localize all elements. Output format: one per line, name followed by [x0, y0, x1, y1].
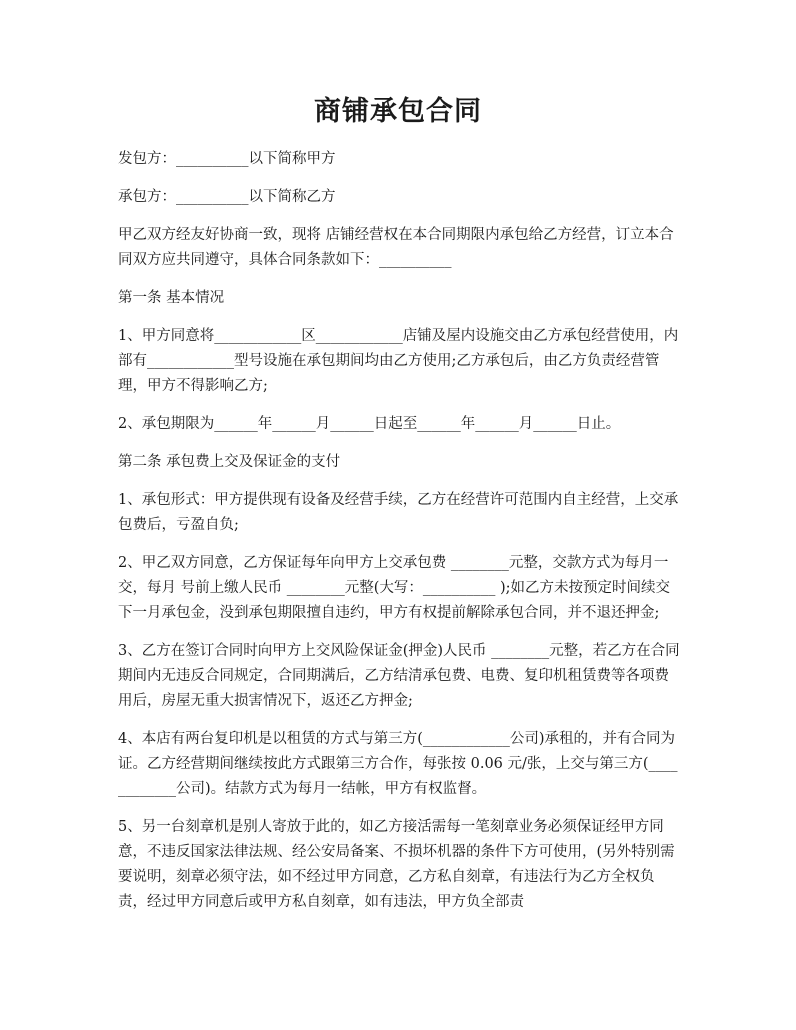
- article-1-heading: 第一条 基本情况: [118, 290, 225, 306]
- article-2-heading: 第二条 承包费上交及保证金的支付: [118, 454, 341, 470]
- party-a-line: 发包方：__________以下简称甲方: [118, 151, 336, 167]
- article-2-clause-4: 4、本店有两台复印机是以租赁的方式与第三方(____________公司)承租的，并有合同为证。乙方经营期间继续按此方式跟第三方合作，每张按 0.06 元/张，上交与第三方(____________公司)。结款方式为每月一结帐，甲方有权监督。: [118, 731, 678, 797]
- article-2-clause-5: 5、另一台刻章机是别人寄放于此的，如乙方接活需每一笔刻章业务必须保证经甲方同意，不违反国家法律法规、经公安局备案、不损坏机器的条件下方可使用，(另外特别需要说明，刻章必须守法，如不经过甲方同意，乙方私自刻章，有违法行为乙方全权负责，经过甲方同意后或甲方私自刻章，如有违法，甲方负全部责: [118, 819, 675, 910]
- article-2-clause-3: 3、乙方在签订合同时向甲方上交风险保证金(押金)人民币 ________元整，若乙方在合同期间内无违反合同规定，合同期满后，乙方结清承包费、电费、复印机租赁费等各项费用后，房屋无重大损害情况下，返还乙方押金;: [118, 643, 680, 709]
- document-title: 商铺承包合同: [314, 96, 482, 127]
- article-2-clause-2: 2、甲乙双方同意，乙方保证每年向甲方上交承包费 ________元整，交款方式为每月一交，每月 号前上缴人民币 ________元整(大写：__________ );如乙方未按预定时间续交下一月承包金，没到承包期限擅自违约，甲方有权提前解除承包合同，并不退还押金;: [118, 555, 671, 621]
- document-body: [118, 147, 683, 928]
- article-2-clause-1: 1、承包形式：甲方提供现有设备及经营手续，乙方在经营许可范围内自主经营，上交承包费后，亏盈自负;: [118, 492, 679, 533]
- preamble-paragraph: 甲乙双方经友好协商一致，现将 店铺经营权在本合同期限内承包给乙方经营，订立本合同双方应共同遵守，具体合同条款如下：__________: [118, 227, 674, 268]
- party-b-line: 承包方：__________以下简称乙方: [118, 189, 336, 205]
- article-1-clause-1: 1、甲方同意将____________区____________店铺及屋内设施交由乙方承包经营使用，内部有____________型号设施在承包期间均由乙方使用;乙方承包后，由乙方负责经营管理，甲方不得影响乙方;: [118, 328, 679, 394]
- article-1-clause-2: 2、承包期限为______年______月______日起至______年______月______日止。: [118, 416, 621, 432]
